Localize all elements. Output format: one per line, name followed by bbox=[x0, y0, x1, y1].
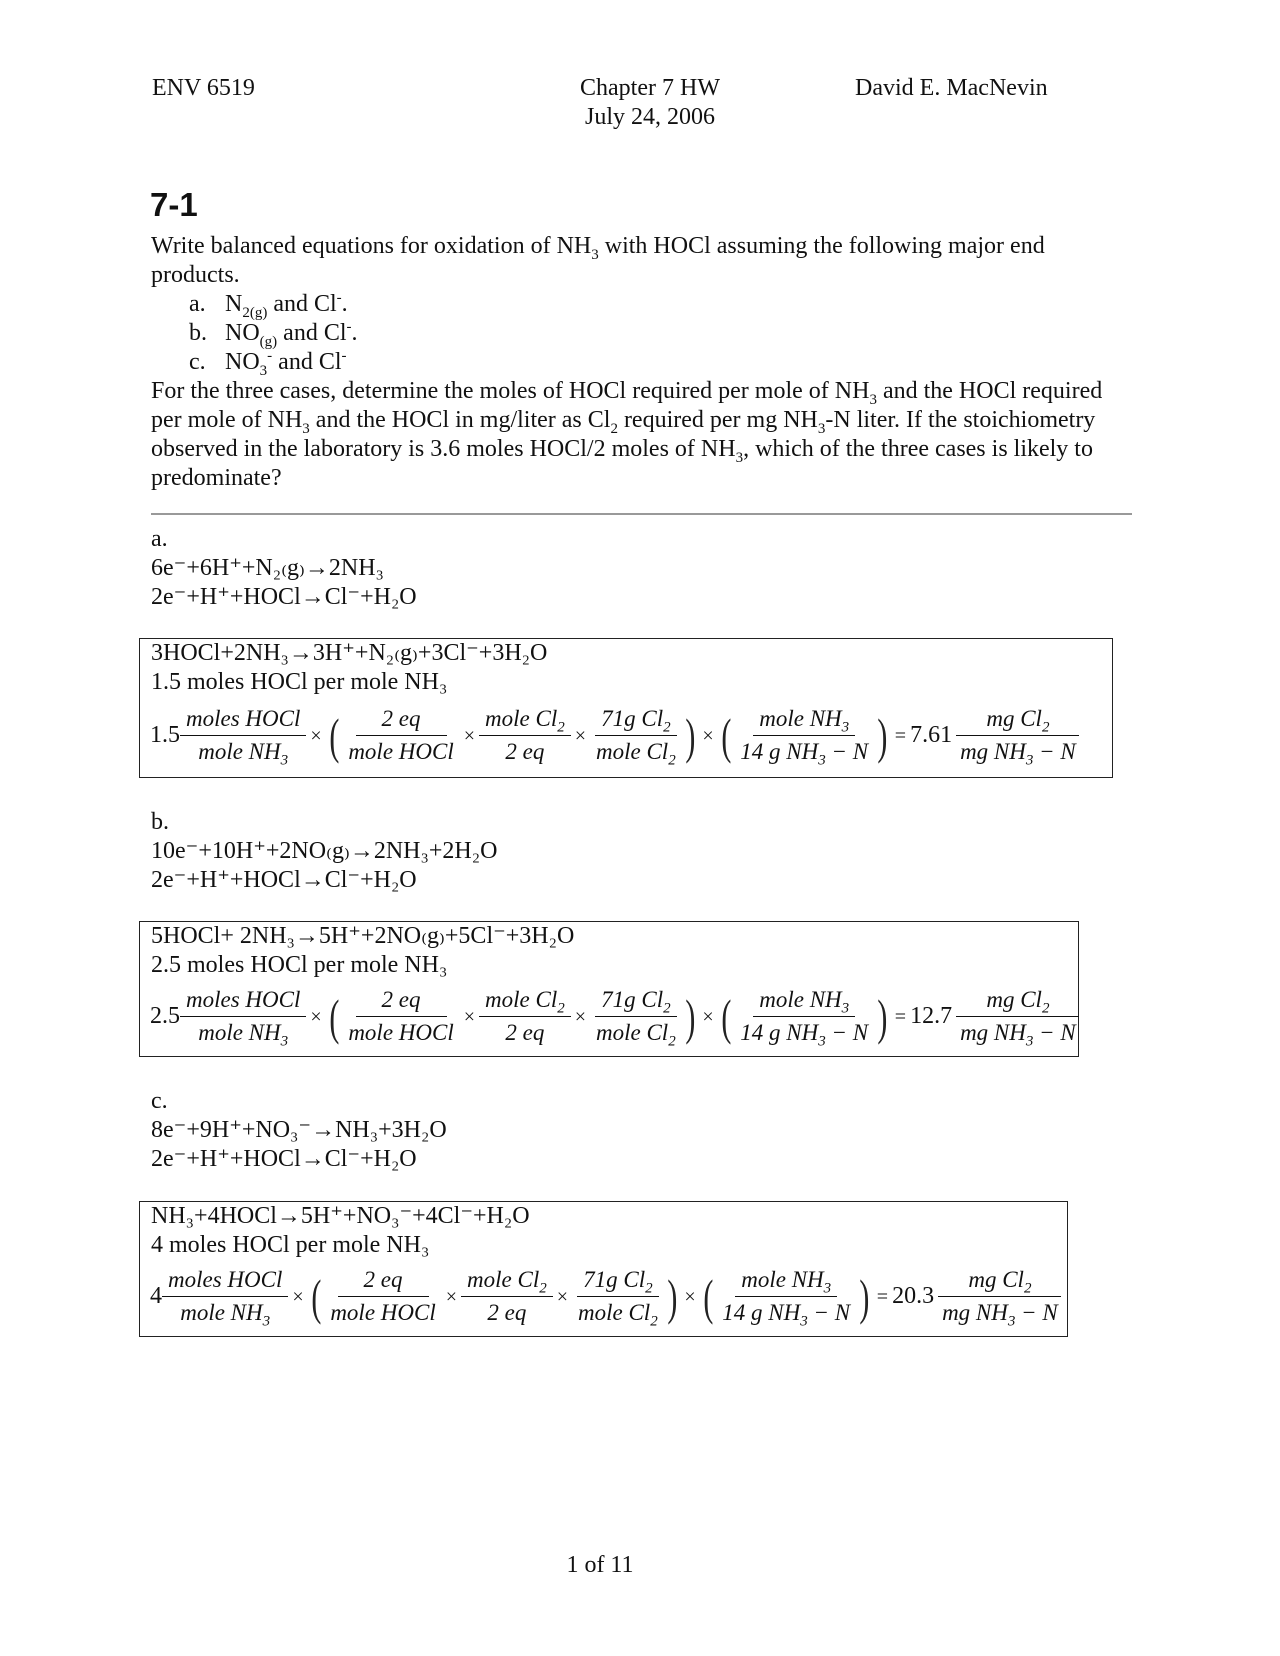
problem-number: 7-1 bbox=[150, 186, 198, 223]
fraction-eq-per-hocl: $\frac{2 eq}{\text{mole HOCl}}$ bbox=[348, 706, 454, 764]
case-c-half-reaction-2: 2e⁻+H⁺+HOCl→Cl⁻+H₂O bbox=[151, 1146, 417, 1172]
case-c-result: 20.3 bbox=[892, 1283, 935, 1309]
list-item-a: a. $N_{2(g)}$ and Cl-. bbox=[189, 290, 348, 321]
fraction-nh3-per-gram-n: $\frac{mole NH_3}{14 g NH_3 - N}$ bbox=[740, 706, 869, 769]
case-c-overall-equation: NH₃+4HOCl→5H⁺+NO₃⁻+4Cl⁻+H₂O bbox=[151, 1203, 530, 1229]
case-a-result-box bbox=[139, 638, 1113, 778]
fraction-mg-cl2-per-mg-n: $\frac{mg Cl_2}{mg NH_3 - N}$ bbox=[954, 705, 1082, 766]
document-title bbox=[490, 74, 810, 132]
course-code: ENV 6519 bbox=[152, 75, 255, 101]
case-b-label: b. bbox=[151, 809, 169, 835]
case-a-result: 7.61 bbox=[910, 722, 953, 748]
fraction-cl2-per-eq: $\frac{mole Cl_2}{2 eq}$ bbox=[479, 705, 571, 766]
case-b-result: 12.7 bbox=[910, 1003, 953, 1029]
fraction-g-cl2-per-mole: $\frac{71g Cl_2}{mole Cl_2}$ bbox=[596, 706, 676, 769]
case-b-ratio: 2.5 moles HOCl per mole NH₃ bbox=[151, 952, 448, 978]
page-number: 1 of 11 bbox=[566, 1552, 634, 1578]
title-line-2: July 24, 2006 bbox=[584, 104, 715, 130]
case-b-coefficient: 2.5 bbox=[150, 1003, 180, 1029]
case-a-overall-equation: 3HOCl+2NH₃→3H⁺+N₂₍g₎+3Cl⁻+3H₂O bbox=[151, 640, 548, 666]
case-a-coefficient: 1.5 bbox=[150, 722, 180, 748]
case-c-label: c. bbox=[151, 1088, 168, 1114]
case-c-result-box bbox=[139, 1201, 1068, 1337]
case-c-coefficient: 4 bbox=[150, 1283, 162, 1309]
list-item-b: b. $NO_{(g)}$ and Cl-. bbox=[189, 319, 358, 350]
case-b-calculation: 2.5 $\frac{\text{moles HOCl}}{mole NH_3}$ × ( $\frac{2 eq}{\text{mole HOCl}}$ × $\frac{mole Cl_2}{2 eq}$ × $\frac{71g Cl_2}{mole Cl_2}$ ) × ( $\frac{mole NH_3}{14 g NH_3 - N}$ ) = 12.7 $\frac{mg Cl_2}{mg NH_3 - N}$ bbox=[150, 986, 1082, 1047]
case-b-half-reaction-2: 2e⁻+H⁺+HOCl→Cl⁻+H₂O bbox=[151, 867, 417, 893]
case-c-calculation: 4 $\frac{\text{moles HOCl}}{mole NH_3}$ × ( $\frac{2 eq}{\text{mole HOCl}}$ × $\frac{mole Cl_2}{2 eq}$ × $\frac{71g Cl_2}{mole Cl_2}$ ) × ( $\frac{mole NH_3}{14 g NH_3 - N}$ ) = 20.3 $\frac{mg Cl_2}{mg NH_3 - N}$ bbox=[150, 1266, 1064, 1327]
case-c-half-reaction-1: 8e⁻+9H⁺+NO₃⁻→NH₃+3H₂O bbox=[151, 1117, 447, 1143]
case-c-ratio: 4 moles HOCl per mole NH₃ bbox=[151, 1232, 430, 1258]
case-b-result-box bbox=[139, 921, 1079, 1057]
case-a-half-reaction-2: 2e⁻+H⁺+HOCl→Cl⁻+H₂O bbox=[151, 584, 417, 610]
list-item-c: c. $NO_3^-$ and Cl- bbox=[189, 348, 347, 379]
fraction-moles-hocl-per-nh3: $\frac{\text{moles HOCl}}{mole NH_3}$ bbox=[180, 705, 306, 766]
case-a-ratio: 1.5 moles HOCl per mole NH₃ bbox=[151, 669, 448, 695]
problem-question: For the three cases, determine the moles of HOCl required per mole of $NH_3$ and the HOCl required per mole of $NH_3$ and the HOCl in mg/liter as $Cl_2$ required per mg $NH_3-N$ liter. If the stoichiometry observed in the laboratory is 3.6 moles HOCl/2 moles of $NH_3$, which of the three cases is likely to predominate? bbox=[151, 378, 1103, 491]
title-line-1: Chapter 7 HW bbox=[580, 75, 720, 101]
case-b-overall-equation: 5HOCl+ 2NH₃→5H⁺+2NO₍g₎+5Cl⁻+3H₂O bbox=[151, 923, 575, 949]
divider-rule bbox=[151, 513, 1132, 515]
author-name: David E. MacNevin bbox=[855, 75, 1048, 101]
case-b-half-reaction-1: 10e⁻+10H⁺+2NO₍g₎→2NH₃+2H₂O bbox=[151, 838, 498, 864]
case-a-calculation: 1.5 $\frac{\text{moles HOCl}}{mole NH_3}$ × ( $\frac{2 eq}{\text{mole HOCl}}$ × $\frac{mole Cl_2}{2 eq}$ × $\frac{71g Cl_2}{mole Cl_2}$ ) × ( $\frac{mole NH_3}{14 g NH_3 - N}$ ) = 7.61 $\frac{mg Cl_2}{mg NH_3 - N}$ bbox=[150, 705, 1082, 766]
case-a-label: a. bbox=[151, 526, 168, 552]
case-a-half-reaction-1: 6e⁻+6H⁺+N₂₍g₎→2NH₃ bbox=[151, 555, 384, 581]
problem-intro: Write balanced equations for oxidation of $NH_3$ with HOCl assuming the following major end products. bbox=[151, 233, 1045, 288]
